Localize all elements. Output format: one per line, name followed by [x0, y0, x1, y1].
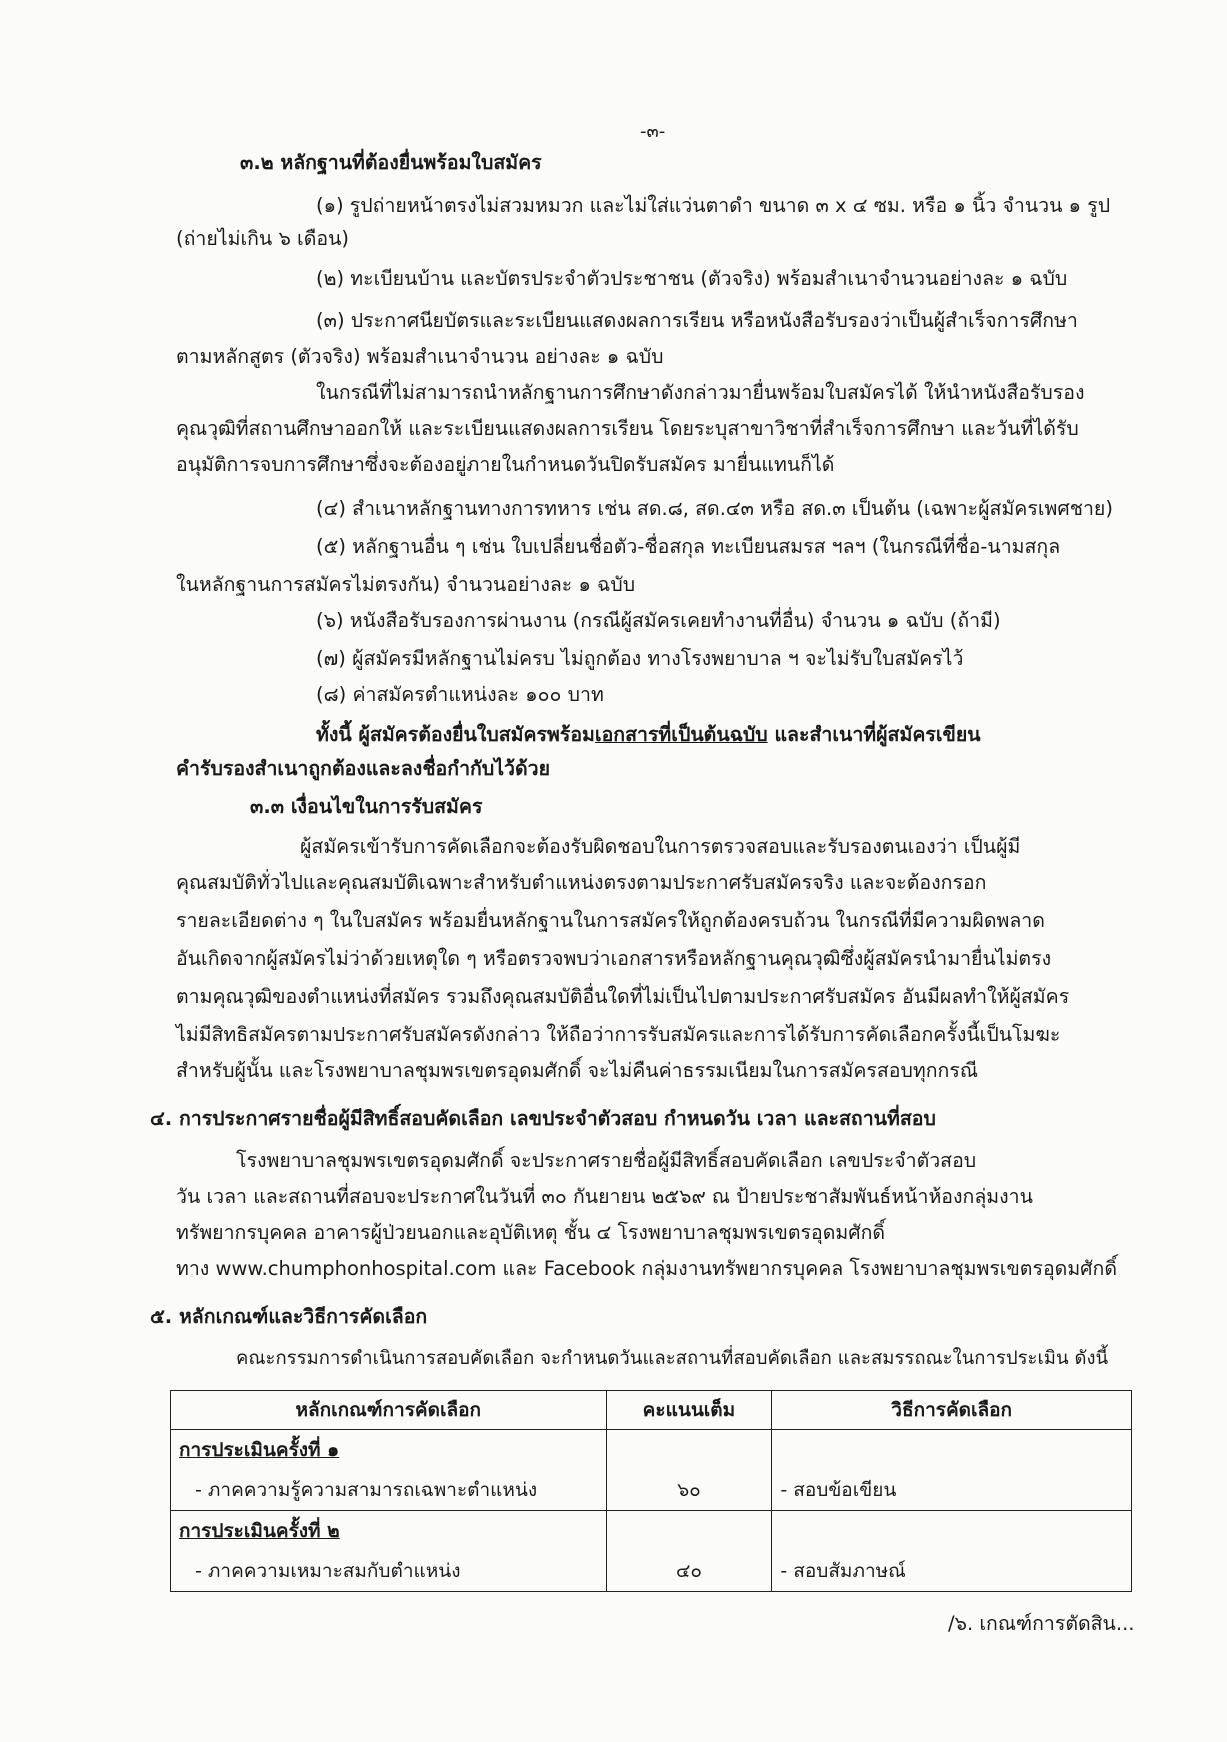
evidence-item-5: (๕) หลักฐานอื่น ๆ เช่น ใบเปลี่ยนชื่อตัว-ชื่อสกุล ทะเบียนสมรส ฯลฯ (ในกรณีที่ชื่อ-นามสกุล	[316, 535, 1061, 558]
assessment-group-1: การประเมินครั้งที่ ๑	[179, 1439, 340, 1461]
assessment-group-2: การประเมินครั้งที่ ๒	[179, 1520, 340, 1542]
evidence-item-5-cont: ในหลักฐานการสมัครไม่ตรงกัน) จำนวนอย่างละ ๑ ฉบับ	[176, 573, 636, 596]
original-documents-note-cont: คำรับรองสำเนาถูกต้องและลงชื่อกำกับไว้ด้วย	[176, 757, 551, 780]
header-full-score: คะแนนเต็ม	[606, 1391, 772, 1430]
announcement-line-4: ทาง www.chumphonhospital.com และ Facebook กลุ่มงานทรัพยากรบุคคล โรงพยาบาลชุมพรเขตรอุดมศักดิ์	[176, 1257, 1118, 1280]
conditions-line-3: รายละเอียดต่าง ๆ ในใบสมัคร พร้อมยื่นหลักฐานในการสมัครให้ถูกต้องครบถ้วน ในกรณีที่มีความผิดพลาด	[176, 909, 1045, 932]
conditions-line-5: ตามคุณวุฒิของตำแหน่งที่สมัคร รวมถึงคุณสมบัติอื่นใดที่ไม่เป็นไปตามประกาศรับสมัคร อันมีผลทำให้ผู้สมัคร	[176, 985, 1070, 1008]
evidence-item-2: (๒) ทะเบียนบ้าน และบัตรประจำตัวประชาชน (ตัวจริง) พร้อมสำเนาจำนวนอย่างละ ๑ ฉบับ	[316, 267, 1068, 290]
table-header-row	[171, 1391, 1132, 1430]
method-1: - สอบข้อเขียน	[772, 1430, 1132, 1511]
evidence-item-1: (๑) รูปถ่ายหน้าตรงไม่สวมหมวก และไม่ใส่แว่นตาดำ ขนาด ๓ x ๔ ซม. หรือ ๑ นิ้ว จำนวน ๑ รูป	[316, 194, 1111, 217]
note-text-underlined: เอกสารที่เป็นต้นฉบับ	[594, 723, 768, 746]
table-row	[171, 1430, 1132, 1511]
note-text-a: ทั้งนี้ ผู้สมัครต้องยื่นใบสมัครพร้อม	[316, 723, 595, 746]
score-2: ๔๐	[606, 1511, 772, 1592]
conditions-line-1: ผู้สมัครเข้ารับการคัดเลือกจะต้องรับผิดชอบในการตรวจสอบและรับรองตนเองว่า เป็นผู้มี	[300, 835, 1021, 858]
criterion-1: - ภาคความรู้ความสามารถเฉพาะตำแหน่ง	[195, 1479, 538, 1501]
header-criteria: หลักเกณฑ์การคัดเลือก	[171, 1391, 607, 1430]
selection-intro: คณะกรรมการดำเนินการสอบคัดเลือก จะกำหนดวันและสถานที่สอบคัดเลือก และสมรรถณะในการประเมิน ดังนี้	[236, 1348, 1109, 1369]
original-documents-note	[316, 718, 981, 752]
criterion-2: - ภาคความเหมาะสมกับตำแหน่ง	[195, 1560, 461, 1582]
score-1: ๖๐	[606, 1430, 772, 1511]
evidence-item-1-cont: (ถ่ายไม่เกิน ๖ เดือน)	[176, 227, 350, 250]
evidence-item-4: (๔) สำเนาหลักฐานทางการทหาร เช่น สด.๘, สด.๔๓ หรือ สด.๓ เป็นต้น (เฉพาะผู้สมัครเพศชาย)	[316, 497, 1113, 520]
conditions-line-2: คุณสมบัติทั่วไปและคุณสมบัติเฉพาะสำหรับตำแหน่งตรงตามประกาศรับสมัครจริง และจะต้องกรอก	[176, 871, 987, 894]
conditions-line-6: ไม่มีสิทธิสมัครตามประกาศรับสมัครดังกล่าว ให้ถือว่าการรับสมัครและการได้รับการคัดเลือกครั้งนี้เป็นโมฆะ	[176, 1023, 1061, 1046]
announcement-line-3: ทรัพยากรบุคคล อาคารผู้ป่วยนอกและอุบัติเหตุ ชั้น ๔ โรงพยาบาลชุมพรเขตรอุดมศักดิ์	[176, 1221, 886, 1244]
conditions-line-7: สำหรับผู้นั้น และโรงพยาบาลชุมพรเขตรอุดมศักดิ์ จะไม่คืนค่าธรรมเนียมในการสมัครสอบทุกกรณี	[176, 1059, 978, 1082]
table-row	[171, 1511, 1132, 1592]
announcement-line-1: โรงพยาบาลชุมพรเขตรอุดมศักดิ์ จะประกาศรายชื่อผู้มีสิทธิ์สอบคัดเลือก เลขประจำตัวสอบ	[236, 1149, 977, 1172]
note-text-b: และสำเนาที่ผู้สมัครเขียน	[767, 723, 981, 746]
evidence-item-7: (๗) ผู้สมัครมีหลักฐานไม่ครบ ไม่ถูกต้อง ทางโรงพยาบาล ฯ จะไม่รับใบสมัครไว้	[316, 647, 964, 670]
header-method: วิธีการคัดเลือก	[772, 1391, 1132, 1430]
criteria-cell	[171, 1511, 607, 1592]
evidence-item-3-cont: ตามหลักสูตร (ตัวจริง) พร้อมสำเนาจำนวน อย่างละ ๑ ฉบับ	[176, 345, 664, 368]
evidence-note-line-1: ในกรณีที่ไม่สามารถนำหลักฐานการศึกษาดังกล่าวมายื่นพร้อมใบสมัครได้ ให้นำหนังสือรับรอง	[316, 381, 1085, 404]
evidence-item-8: (๘) ค่าสมัครตำแหน่งละ ๑๐๐ บาท	[316, 683, 604, 706]
conditions-line-4: อันเกิดจากผู้สมัครไม่ว่าด้วยเหตุใด ๆ หรือตรวจพบว่าเอกสารหรือหลักฐานคุณวุฒิซึ่งผู้สมัครนำมายื่นไม่ตรง	[176, 947, 1052, 970]
evidence-item-6: (๖) หนังสือรับรองการผ่านงาน (กรณีผู้สมัครเคยทำงานที่อื่น) จำนวน ๑ ฉบับ (ถ้ามี)	[316, 609, 1001, 632]
section-4-heading: ๔. การประกาศรายชื่อผู้มีสิทธิ์สอบคัดเลือก เลขประจำตัวสอบ กำหนดวัน เวลา และสถานที่สอบ	[150, 1107, 936, 1130]
section-3-2-heading: ๓.๒ หลักฐานที่ต้องยื่นพร้อมใบสมัคร	[240, 151, 542, 174]
criteria-cell	[171, 1430, 607, 1511]
page-number: -๓-	[640, 121, 666, 142]
announcement-line-2: วัน เวลา และสถานที่สอบจะประกาศในวันที่ ๓๐ กันยายน ๒๕๖๙ ณ ป้ายประชาสัมพันธ์หน้าห้องกลุ่มงาน	[176, 1185, 1033, 1208]
selection-criteria-table	[170, 1390, 1132, 1592]
evidence-note-line-2: คุณวุฒิที่สถานศึกษาออกให้ และระเบียนแสดงผลการเรียน โดยระบุสาขาวิชาที่สำเร็จการศึกษา และวันที่ได้รับ	[176, 417, 1079, 440]
evidence-note-line-3: อนุมัติการจบการศึกษาซึ่งจะต้องอยู่ภายในกำหนดวันปิดรับสมัคร มายื่นแทนก็ได้	[176, 453, 835, 476]
next-page-continuation: /๖. เกณฑ์การตัดสิน...	[948, 1612, 1135, 1635]
section-3-3-heading: ๓.๓ เงื่อนไขในการรับสมัคร	[250, 795, 483, 818]
section-5-heading: ๕. หลักเกณฑ์และวิธีการคัดเลือก	[150, 1305, 428, 1328]
method-2: - สอบสัมภาษณ์	[772, 1511, 1132, 1592]
evidence-item-3: (๓) ประกาศนียบัตรและระเบียนแสดงผลการเรียน หรือหนังสือรับรองว่าเป็นผู้สำเร็จการศึกษา	[316, 309, 1078, 332]
